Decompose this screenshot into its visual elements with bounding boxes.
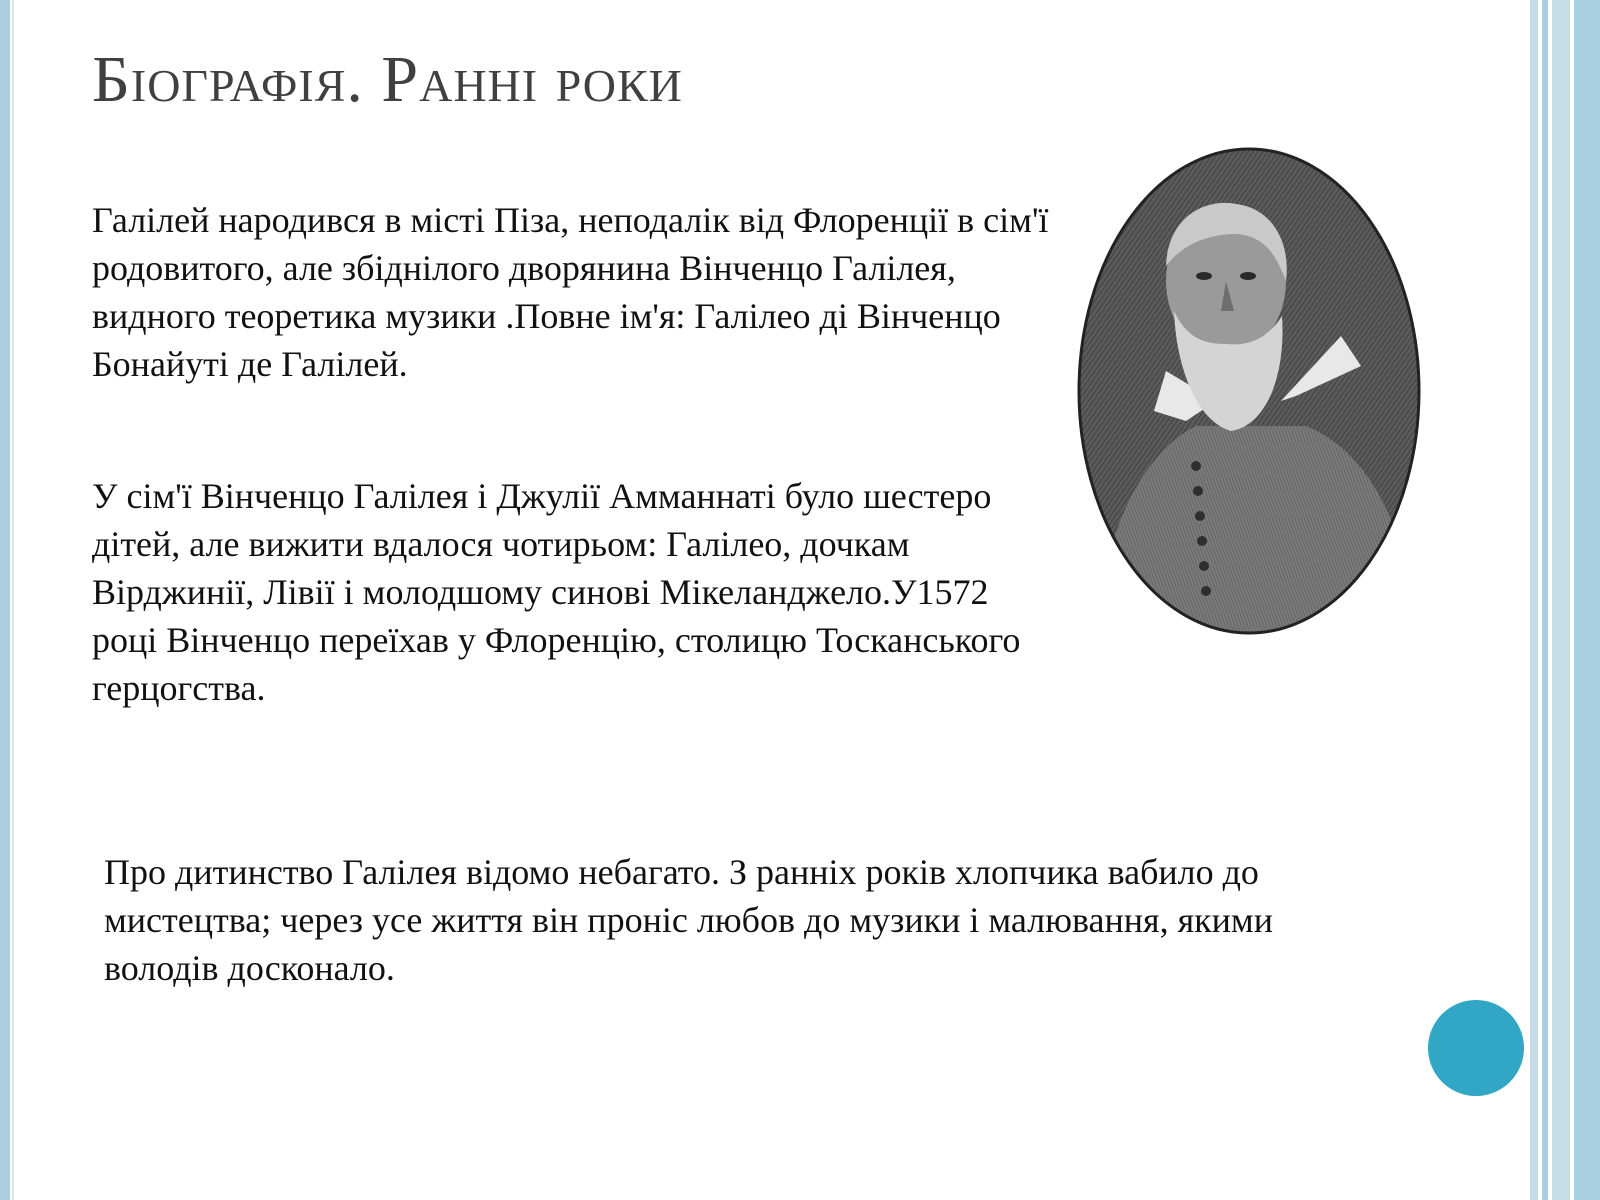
left-border-line (12, 0, 14, 1200)
right-stripe-3 (1552, 0, 1570, 1200)
paragraph-family: У сім'ї Вінченцо Галілея і Джулії Амманнаті було шестеро дітей, але вижити вдалося чотирьом: Галілео, дочкам Вірджинії, Лівії і молодшому синові Мікеланджело.У1572 році Вінченцо переїхав у Флоренцію, столицю Тосканського герцогства. (92, 476, 1021, 708)
portrait-eye-right (1240, 272, 1256, 280)
slide-title: Біографія. Ранні роки (92, 43, 683, 116)
paragraph-birth: Галілей народився в місті Піза, неподалік від Флоренції в сім'ї родовитого, але збіднілого дворянина Вінченцо Галілея, видного теоретика музики .Повне ім'я: Галілео ді Вінченцо Бонайуті де Галілей. (92, 200, 1049, 384)
right-stripe-1 (1530, 0, 1538, 1200)
portrait-eye-left (1196, 272, 1212, 280)
galileo-portrait (1076, 146, 1422, 636)
right-stripe-4 (1574, 0, 1600, 1200)
paragraph-childhood: Про дитинство Галілея відомо небагато. З ранніх років хлопчика вабило до мистецтва; через усе життя він проніс любов до музики і малювання, якими володів досконало. (104, 852, 1273, 988)
left-border-stripe (0, 0, 10, 1200)
accent-circle (1428, 1000, 1524, 1096)
